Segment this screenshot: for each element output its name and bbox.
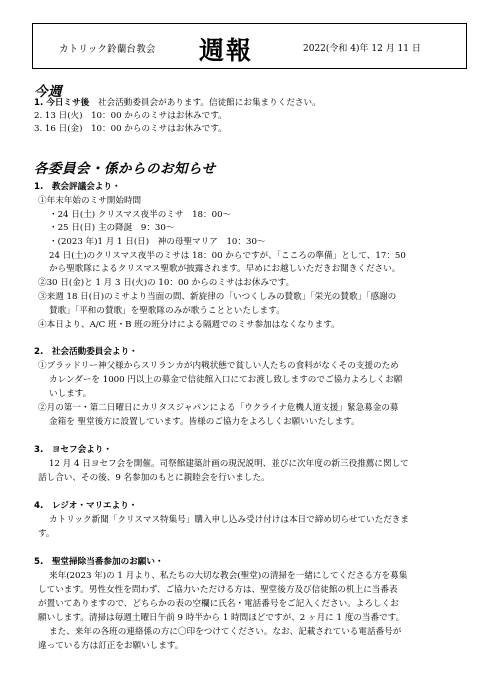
section-1-line: ・25 日(日) 主の降誕 9：30～ <box>49 223 175 233</box>
section-5-line: また、来年の各班の連絡係の方に〇印をつけてください。なお、記載されている電話番号が <box>49 627 402 637</box>
section-5-line: 違っている方は訂正をお願いします。 <box>38 641 184 651</box>
notices-heading: 各委員会・係からのお知らせ <box>34 161 216 177</box>
this-week-heading: 今週 <box>34 84 62 100</box>
section-2-line: いします。 <box>49 389 92 399</box>
this-week-item-1-label: 1. 今日ミサ後 <box>34 98 90 108</box>
section-2-line: カレンダーを 1000 円以上の募金で信徒館入口にてお渡し致しますのでご協力よろしくお願 <box>49 375 403 385</box>
section-5-line: 来年(2023 年)の 1 月より、私たちの大切な教会(聖堂)の清掃を一緒にしてくださる方を募集 <box>49 571 408 581</box>
section-4-line: カトリック新聞「クリスマス特集号」購入申し込み受け付けは本日で締め切らせていただきま <box>49 515 409 525</box>
section-1-line: ・24 日(土) クリスマス夜半のミサ 18：00～ <box>49 210 232 220</box>
section-4-line: す。 <box>38 529 55 539</box>
section-5-title: 5. 聖堂掃除当番参加のお願い・ <box>34 557 164 567</box>
section-3-line: 話し合い、その後、9 名参加のもとに親睦会を行いました。 <box>38 473 270 483</box>
section-4-title: 4. レジオ・マリエより・ <box>34 501 138 511</box>
this-week-item-2: 2. 13 日(火) 10：00 からのミサはお休みです。 <box>34 111 227 121</box>
section-1-line: 24 日(土)のクリスマス夜半のミサは 18：00 からですが、「こころの準備」として、17：50 <box>49 251 406 261</box>
section-2-line: 金箱を 聖堂後方に設置しています。皆様のご協力をよろしくお願いいたします。 <box>49 417 360 427</box>
church-name: カトリック鈴蘭台教会 <box>59 44 156 55</box>
section-1-line: ・(2023 年)1 月 1 日(日) 神の母聖マリア 10：30～ <box>49 237 266 247</box>
section-1-line: ①年末年始のミサ開始時間 <box>38 196 142 206</box>
section-3-line: 12 月 4 日ヨセフ会を開催。司祭館建築計画の現況説明、並びに次年度の新三役推薦に関して <box>49 459 409 469</box>
section-5-line: が置いてありますので、どちらかの表の空欄に氏名・電話番号をご記入ください。よろしくお <box>38 599 399 609</box>
section-5-line: しています。男性女性を問わず、ご協力いただける方は、聖堂後方及び信徒館の机上に当番表 <box>38 585 398 595</box>
section-1-line: 賛歌」「平和の賛歌」を聖歌隊のみが歌うことといたします。 <box>49 306 285 316</box>
bulletin-title: 週報 <box>199 36 254 65</box>
section-2-title: 2. 社会活動委員会より・ <box>34 347 138 357</box>
this-week-item-1-text: 社会活動委員会があります。信徒館にお集まりください。 <box>97 98 321 108</box>
section-2-line: ②月の第一・第二日曜日にカリタスジャパンによる「ウクライナ危機人道支援」緊急募金の募 <box>38 403 399 413</box>
bulletin-date: 2022(令和 4)年 12 月 11 日 <box>303 44 421 54</box>
this-week-item-3: 3. 16 日(金) 10：00 からのミサはお休みです。 <box>34 124 227 134</box>
this-week-item-1 <box>34 97 321 109</box>
section-5-line: 願いします。清掃は毎週土曜日午前 9 時半から 1 時間ほどですが、2 ヶ月に 1 度の当番です。 <box>38 613 405 623</box>
section-1-line: ④本日より、A/C 班・B 班の班分けによる隔週でのミサ参加はなくなります。 <box>38 320 340 330</box>
header-box <box>32 23 467 69</box>
section-3-title: 3. ヨセフ会より・ <box>34 445 112 455</box>
section-2-line: ①ブラッドリー神父様からスリランカが内戦状態で貧しい人たちの食料がなくその支援のため <box>38 361 399 371</box>
section-1-line: ②30 日(金)と 1 月 3 日(火)の 10：00 からのミサはお休みです。 <box>38 278 295 288</box>
section-1-title: 1. 教会評議会より・ <box>34 182 121 192</box>
section-1-line: ③来週 18 日(日)のミサより当面の間、新旋律の「いつくしみの賛歌」「栄光の賛歌」「感謝の <box>38 292 397 302</box>
section-1-line: から聖歌隊によるクリスマス聖歌が披露されます。早めにお越しいただきお聞きください。 <box>49 264 401 274</box>
